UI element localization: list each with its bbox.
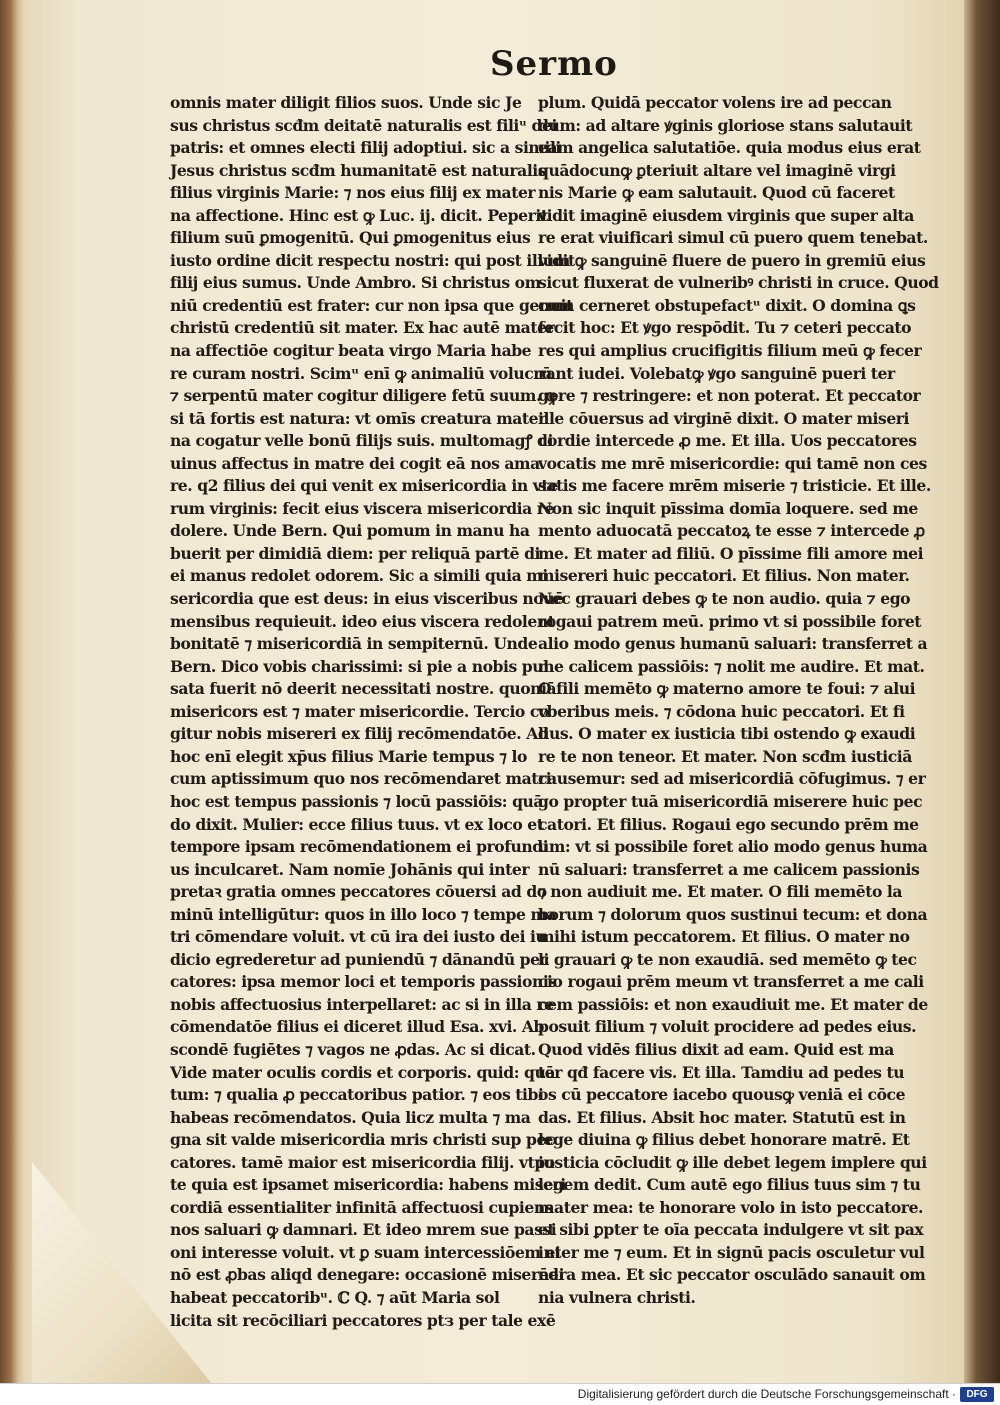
text-line: os cū peccatore iacebo quousꝙ veniā ei cōce [538, 1085, 906, 1105]
text-line: na affectiōe cogitur beata virgo Maria habe [170, 341, 532, 361]
text-line: fecit hoc: Et ꝟgo respōdit. Tu ⁊ ceteri peccato [538, 318, 912, 338]
text-line: iusto ordine dicit respectu nostri: qui post illum [170, 250, 570, 270]
text-line: catores: ipsa memor loci et temporis passionis [170, 972, 557, 992]
text-line: cem passiōis: et non exaudiuit me. Et mater de [538, 994, 928, 1014]
text-line: O fili memēto ꝙ materno amore te foui: ⁊ alui [538, 679, 916, 699]
text-line: gitur nobis misereri ex filij recōmendatōe. Ad [170, 724, 549, 744]
text-line: cordie intercede ꝓ me. Et illa. Uos peccatores [538, 431, 917, 451]
text-line: na affectione. Hinc est ꝙ Luc. ij. dicit. Peperit [170, 205, 548, 225]
text-line: catori. Et filius. Rogaui ego secundo prēm me [538, 814, 919, 834]
text-line: sericordia que est deus: in eius visceribus nouē [170, 589, 564, 609]
book-fore-edge [964, 0, 1000, 1384]
text-line: dolere. Unde Bern. Qui pomum in manu ha [170, 521, 530, 541]
text-line: Non sic inquit pīssima domīa loquere. sed me [538, 498, 918, 518]
text-line: misereri huic peccatori. Et filius. Non mater. [538, 566, 910, 586]
text-line: minū intelligūtur: quos in illo loco ⁊ tempe ma [170, 904, 557, 924]
text-line: buerit per dimidiā diem: per reliquā partē di [170, 543, 541, 563]
text-line: pretaꝛ gratia omnes peccatores cōuersi ad do [170, 882, 547, 902]
text-line: nera mea. Et sic peccator osculādo sanauit om [538, 1265, 926, 1285]
text-line: alio modo genus humanū saluari: transferret a [538, 634, 928, 654]
text-line: filium suū ꝑmogenitū. Qui ꝑmogenitus eius [170, 228, 531, 248]
text-line: vidit imaginē eiusdem virginis que super alta [538, 205, 914, 225]
text-line: christū credentiū sit mater. Ex hac autē mater [170, 318, 555, 338]
text-line: nobis affectuosius interpellaret: ac si in illa re [170, 994, 554, 1014]
text-line: lius. O mater ex iusticia tibi ostendo ꝙ exaudi [538, 724, 916, 744]
text-line: dicio egrederetur ad puniendū ⁊ dānandū pec [170, 949, 549, 969]
text-line: satis me facere mrēm miserie ⁊ tristicie. Et ille. [538, 476, 931, 496]
text-line: do dixit. Mulier: ecce filius tuus. vt ex loco et [170, 814, 544, 834]
text-line: re erat viuificari simul cū puero quem tenebat. [538, 228, 928, 248]
text-line: te quia est ipsamet misericordia: habens miseri [170, 1175, 566, 1195]
text-line: quādocunꝙ ꝑteriuit altare vel imaginē virgi [538, 160, 896, 180]
text-line: legem dedit. Cum autē ego filius tuus sim ⁊ tu [538, 1175, 921, 1195]
funding-attribution: Digitalisierung gefördert durch die Deutsche Forschungsgemeinschaft · [577, 1387, 956, 1401]
text-line: Bern. Dico vobis charissimi: si pie a nobis pul [170, 656, 549, 676]
text-line: gna sit valde misericordia mris christi sup pec [170, 1130, 555, 1150]
text-line: oni interesse voluit. vt ꝑ suam intercessiōem ei [170, 1242, 561, 1262]
text-line: re te non teneor. Et mater. Non scđm iusticiā [538, 746, 912, 766]
text-line: re curam nostri. Scimᵘ enī ꝙ animaliū volucrū [170, 363, 552, 383]
text-line: et sibi ꝑpter te oīa peccata indulgere vt sit pax [538, 1220, 924, 1240]
text-line: nia vulnera christi. [538, 1287, 696, 1307]
text-line: sus christus scđm deitatē naturalis est filiᵘ dei [170, 115, 557, 135]
text-line: li grauari ꝙ te non exaudiā. sed memēto ꝙ tec [538, 949, 917, 969]
text-line: filius virginis Marie: ⁊ nos eius filij ex mater [170, 183, 536, 203]
text-line: si tā fortis est natura: vt omīs creatura mater [170, 408, 546, 428]
dfg-logo[interactable]: DFG [960, 1387, 994, 1402]
text-line: das. Et filius. Absit hoc mater. Statutū est in [538, 1107, 906, 1127]
text-line: Quod vidēs filius dixit ad eam. Quid est ma [538, 1039, 894, 1059]
text-line: mater mea: te honorare volo in isto peccatore. [538, 1197, 924, 1217]
text-line: cum aptissimum quo nos recōmendaret matri: [170, 769, 557, 789]
text-line: borum ⁊ dolorum quos sustinui tecum: et dona [538, 904, 928, 924]
book-spine-edge [0, 0, 26, 1384]
text-line: nō est ꝓbas aliqd denegare: occasionē miserēdi [170, 1265, 565, 1285]
text-line: nū saluari: transferret a me calicem passionis [538, 859, 920, 879]
text-line: nos saluari ꝙ damnari. Et ideo mrem sue passi [170, 1220, 557, 1240]
text-line: iusticia cōcludit ꝙ ille debet legem implere qui [538, 1152, 927, 1172]
text-line: dum: ad altare ꝟginis gloriose stans salutauit [538, 115, 913, 135]
text-column-right [538, 92, 939, 1310]
text-line: bonitatē ⁊ misericordiā in sempiternū. Unde [170, 634, 538, 654]
text-line: viditꝙ sanguinē fluere de puero in gremiū eius [538, 250, 926, 270]
text-line: lege diuina ꝙ filius debet honorare matrē. Et [538, 1130, 910, 1150]
text-line: rant iudei. Volebatꝙ ꝟgo sanguinē pueri ter [538, 363, 895, 383]
text-line: vberibus meis. ⁊ cōdona huic peccatori. Et fi [538, 701, 905, 721]
text-line: re. q2 filius dei qui venit ex misericordia in vte [170, 476, 558, 496]
text-line: hoc est tempus passionis ⁊ locū passiōis: quā [170, 791, 544, 811]
text-line: ter qđ facere vis. Et illa. Tamdiu ad pedes tu [538, 1062, 905, 1082]
text-line: sata fuerit nō deerit necessitati nostre. quoniā [170, 679, 557, 699]
text-line: um: vt si possibile foret alio modo genus huma [538, 837, 928, 857]
text-line: mensibus requieuit. ideo eius viscera redolent [170, 611, 555, 631]
text-line: mento aduocatā peccatoꝝ te esse ⁊ intercede ꝓ [538, 521, 925, 541]
text-line: na cogatur velle bonū filijs suis. multomagꝭ di [170, 431, 553, 451]
text-line: Vide mater oculis cordis et corporis. quid: quā [170, 1062, 556, 1082]
text-line: niū credentiū est frater: cur non ipsa que genuit [170, 295, 573, 315]
footer-bar [0, 1383, 1000, 1405]
text-line: inter me ⁊ eum. Et in signū pacis osculetur vul [538, 1242, 925, 1262]
text-line: catores. tamē maior est misericordia filij. vtpo [170, 1152, 555, 1172]
text-line: rum virginis: fecit eius viscera misericordia re [170, 498, 555, 518]
text-line: ⁊ serpentū mater cogitur diligere fetū suum. ꝙ [170, 386, 558, 406]
text-line: me calicem passiōis: ⁊ nolit me audire. Et mat. [538, 656, 925, 676]
text-line: uinus affectus in matre dei cogit eā nos ama [170, 453, 540, 473]
text-line: cio rogaui prēm meum vt transferret a me cali [538, 972, 924, 992]
text-line: cordiā essentialiter infinitā affectuosi cupiens [170, 1197, 554, 1217]
text-line: cōmendatōe filius ei diceret illud Esa. xvi. Ab [170, 1017, 544, 1037]
text-line: causemur: sed ad misericordiā cōfugimus. ⁊ er [538, 769, 926, 789]
text-column-left [170, 92, 573, 1332]
running-title: Sermo [490, 44, 618, 84]
text-line: omnis mater diligit filios suos. Unde sic Je [170, 93, 522, 112]
text-line: Jesus christus scđm humanitatē est naturalis [170, 160, 547, 180]
text-line: ei manus redolet odorem. Sic a simili quia mi [170, 566, 548, 586]
text-line: mihi istum peccatorem. Et filius. O mater no [538, 927, 910, 947]
text-line: hoc enī elegit xp̄us filius Marie tempus ⁊ lo [170, 746, 527, 766]
text-line: Nec grauari debes ꝙ te non audio. quia ⁊ ego [538, 589, 911, 609]
text-line: res qui amplius crucifigitis filium meū ꝙ fecer [538, 341, 922, 361]
text-line: cum cerneret obstupefactᵘ dixit. O domina ꝗs [538, 295, 916, 315]
text-line: vocatis me mrē misericordie: qui tamē non ces [538, 453, 927, 473]
text-line: habeat peccatoribᵘ. ℂ Q. ⁊ aūt Maria sol [170, 1287, 500, 1307]
text-line: tri cōmendare voluit. vt cū ira dei iusto dei iu [170, 927, 547, 947]
text-line: licita sit recōciliari peccatores ptз per tale exē [170, 1310, 556, 1330]
text-line: misericors est ⁊ mater misericordie. Tercio co [170, 701, 549, 721]
text-line: filij eius sumus. Unde Ambro. Si christus om [170, 273, 541, 293]
text-line: nis Marie ꝙ eam salutauit. Quod cū faceret [538, 183, 895, 203]
text-line: ⁊ non audiuit me. Et mater. O fili memēto la [538, 882, 903, 902]
text-line: eam angelica salutatiōe. quia modus eius erat [538, 138, 921, 158]
text-line: plum. Quidā peccator volens ire ad peccan [538, 93, 892, 112]
text-line: us inculcaret. Nam nomīe Johānis qui inter [170, 859, 530, 879]
text-line: gere ⁊ restringere: et non poterat. Et peccator [538, 386, 921, 406]
text-line: tempore ipsam recōmendationem ei profundi [170, 837, 549, 857]
text-line: patris: et omnes electi filij adoptiui. sic a simili [170, 138, 561, 158]
text-line: tum: ⁊ qualia ꝓ peccatoribus patior. ⁊ eos tibi [170, 1085, 544, 1105]
text-line: rogaui patrem meū. primo vt si possibile foret [538, 611, 922, 631]
text-line: sicut fluxerat de vulneribꝰ christi in cruce. Quod [538, 273, 939, 293]
text-line: go propter tuā misericordiā miserere huic pec [538, 791, 923, 811]
text-line: habeas recōmendatos. Quia licz multa ⁊ ma [170, 1107, 531, 1127]
text-line: scondē fugiētes ⁊ vagos ne ꝓdas. Ac si dicat. [170, 1039, 536, 1059]
text-line: ille cōuersus ad virginē dixit. O mater miseri [538, 408, 910, 428]
text-line: posuit filium ⁊ voluit procidere ad pedes eius. [538, 1017, 917, 1037]
text-line: me. Et mater ad filiū. O pīssime fili amore mei [538, 543, 924, 563]
